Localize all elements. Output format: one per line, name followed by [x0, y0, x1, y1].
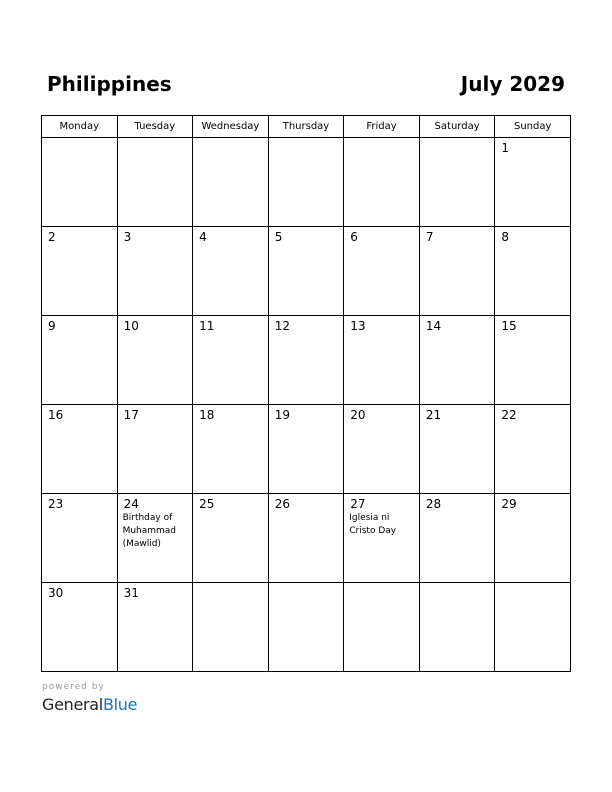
- day-number: 28: [425, 497, 442, 511]
- powered-by-label: powered by: [42, 682, 105, 692]
- day-number: 7: [425, 230, 434, 244]
- day-cell: [268, 138, 344, 227]
- day-cell: [344, 494, 420, 583]
- weekday-monday: Monday: [42, 116, 118, 138]
- calendar-grid: [41, 115, 571, 672]
- month-title: July 2029: [460, 72, 565, 96]
- weekday-saturday: Saturday: [419, 116, 495, 138]
- day-number: [344, 138, 419, 141]
- week-row: [42, 316, 571, 405]
- holiday-label: Iglesia ni Cristo Day: [349, 513, 397, 536]
- day-cell: [117, 405, 193, 494]
- day-cell: [419, 494, 495, 583]
- day-number: 22: [501, 408, 517, 422]
- week-row: [42, 405, 571, 494]
- day-cell: [344, 583, 420, 672]
- day-number: 2: [48, 230, 56, 244]
- day-cell: [268, 583, 344, 672]
- day-number: 17: [123, 408, 139, 422]
- day-number: 16: [48, 408, 64, 422]
- day-number: 25: [199, 497, 215, 511]
- day-number: 18: [199, 408, 215, 422]
- day-number: 31: [123, 586, 139, 600]
- day-cell: [42, 405, 118, 494]
- day-number: [269, 138, 344, 141]
- day-cell: [495, 405, 571, 494]
- day-number: [420, 138, 495, 141]
- day-cell: [419, 405, 495, 494]
- day-number: 8: [501, 230, 510, 244]
- day-cell: [117, 494, 193, 583]
- day-number: [42, 138, 117, 141]
- day-number: 21: [425, 408, 442, 422]
- brand-footer: [42, 682, 137, 715]
- day-cell: [344, 316, 420, 405]
- holiday-label: Birthday of Muhammad (Mawlid): [122, 513, 177, 549]
- day-cell: [268, 316, 344, 405]
- day-cell: [193, 583, 269, 672]
- day-number: [193, 138, 268, 141]
- day-number: 29: [501, 497, 517, 511]
- day-cell: [117, 583, 193, 672]
- day-number: 9: [48, 319, 56, 333]
- day-cell: [495, 583, 571, 672]
- day-number: 13: [350, 319, 366, 333]
- day-number: 6: [350, 230, 358, 244]
- day-cell: [268, 227, 344, 316]
- day-number: 19: [274, 408, 290, 422]
- day-number: 5: [274, 230, 283, 244]
- day-cell: [193, 316, 269, 405]
- weekday-wednesday: Wednesday: [193, 116, 269, 138]
- day-number: [420, 583, 495, 586]
- day-number: [269, 583, 344, 586]
- day-cell: [495, 138, 571, 227]
- day-cell: [344, 138, 420, 227]
- day-cell: [117, 316, 193, 405]
- weekday-thursday: Thursday: [268, 116, 344, 138]
- calendar-header: [41, 68, 571, 100]
- day-cell: [419, 583, 495, 672]
- day-number: [193, 583, 268, 586]
- day-number: 27: [350, 497, 366, 511]
- day-number: 26: [274, 497, 290, 511]
- day-cell: [193, 227, 269, 316]
- day-cell: [268, 494, 344, 583]
- day-cell: [419, 227, 495, 316]
- weekday-friday: Friday: [344, 116, 420, 138]
- week-row: [42, 583, 571, 672]
- day-cell: [344, 405, 420, 494]
- day-cell: [42, 583, 118, 672]
- calendar-body: [42, 138, 571, 672]
- day-cell: [268, 405, 344, 494]
- brand-logo: [42, 695, 137, 715]
- day-number: 11: [199, 319, 215, 333]
- day-number: [344, 583, 419, 586]
- week-row: [42, 494, 571, 583]
- week-row: [42, 138, 571, 227]
- day-number: 23: [48, 497, 64, 511]
- day-cell: [42, 227, 118, 316]
- day-number: 3: [123, 230, 132, 244]
- day-cell: [495, 227, 571, 316]
- day-cell: [344, 227, 420, 316]
- weekday-tuesday: Tuesday: [117, 116, 193, 138]
- day-number: [118, 138, 193, 141]
- day-number: 30: [48, 586, 64, 600]
- day-cell: [42, 316, 118, 405]
- day-cell: [117, 138, 193, 227]
- brand-general-text: General: [42, 695, 103, 714]
- day-number: 10: [123, 319, 139, 333]
- day-cell: [495, 316, 571, 405]
- day-number: 24: [123, 497, 139, 511]
- day-number: 15: [501, 319, 517, 333]
- weekday-sunday: Sunday: [495, 116, 571, 138]
- day-cell: [419, 316, 495, 405]
- weekday-header-row: [42, 116, 571, 138]
- country-title: Philippines: [47, 72, 172, 96]
- day-cell: [193, 494, 269, 583]
- day-number: 1: [501, 141, 510, 155]
- week-row: [42, 227, 571, 316]
- day-cell: [42, 494, 118, 583]
- day-cell: [495, 494, 571, 583]
- day-number: 14: [425, 319, 442, 333]
- day-cell: [42, 138, 118, 227]
- day-number: 4: [199, 230, 207, 244]
- day-cell: [193, 138, 269, 227]
- day-number: 12: [274, 319, 290, 333]
- day-cell: [117, 227, 193, 316]
- day-number: 20: [350, 408, 366, 422]
- day-number: [495, 583, 570, 586]
- day-cell: [193, 405, 269, 494]
- brand-blue-text: Blue: [102, 695, 138, 714]
- day-cell: [419, 138, 495, 227]
